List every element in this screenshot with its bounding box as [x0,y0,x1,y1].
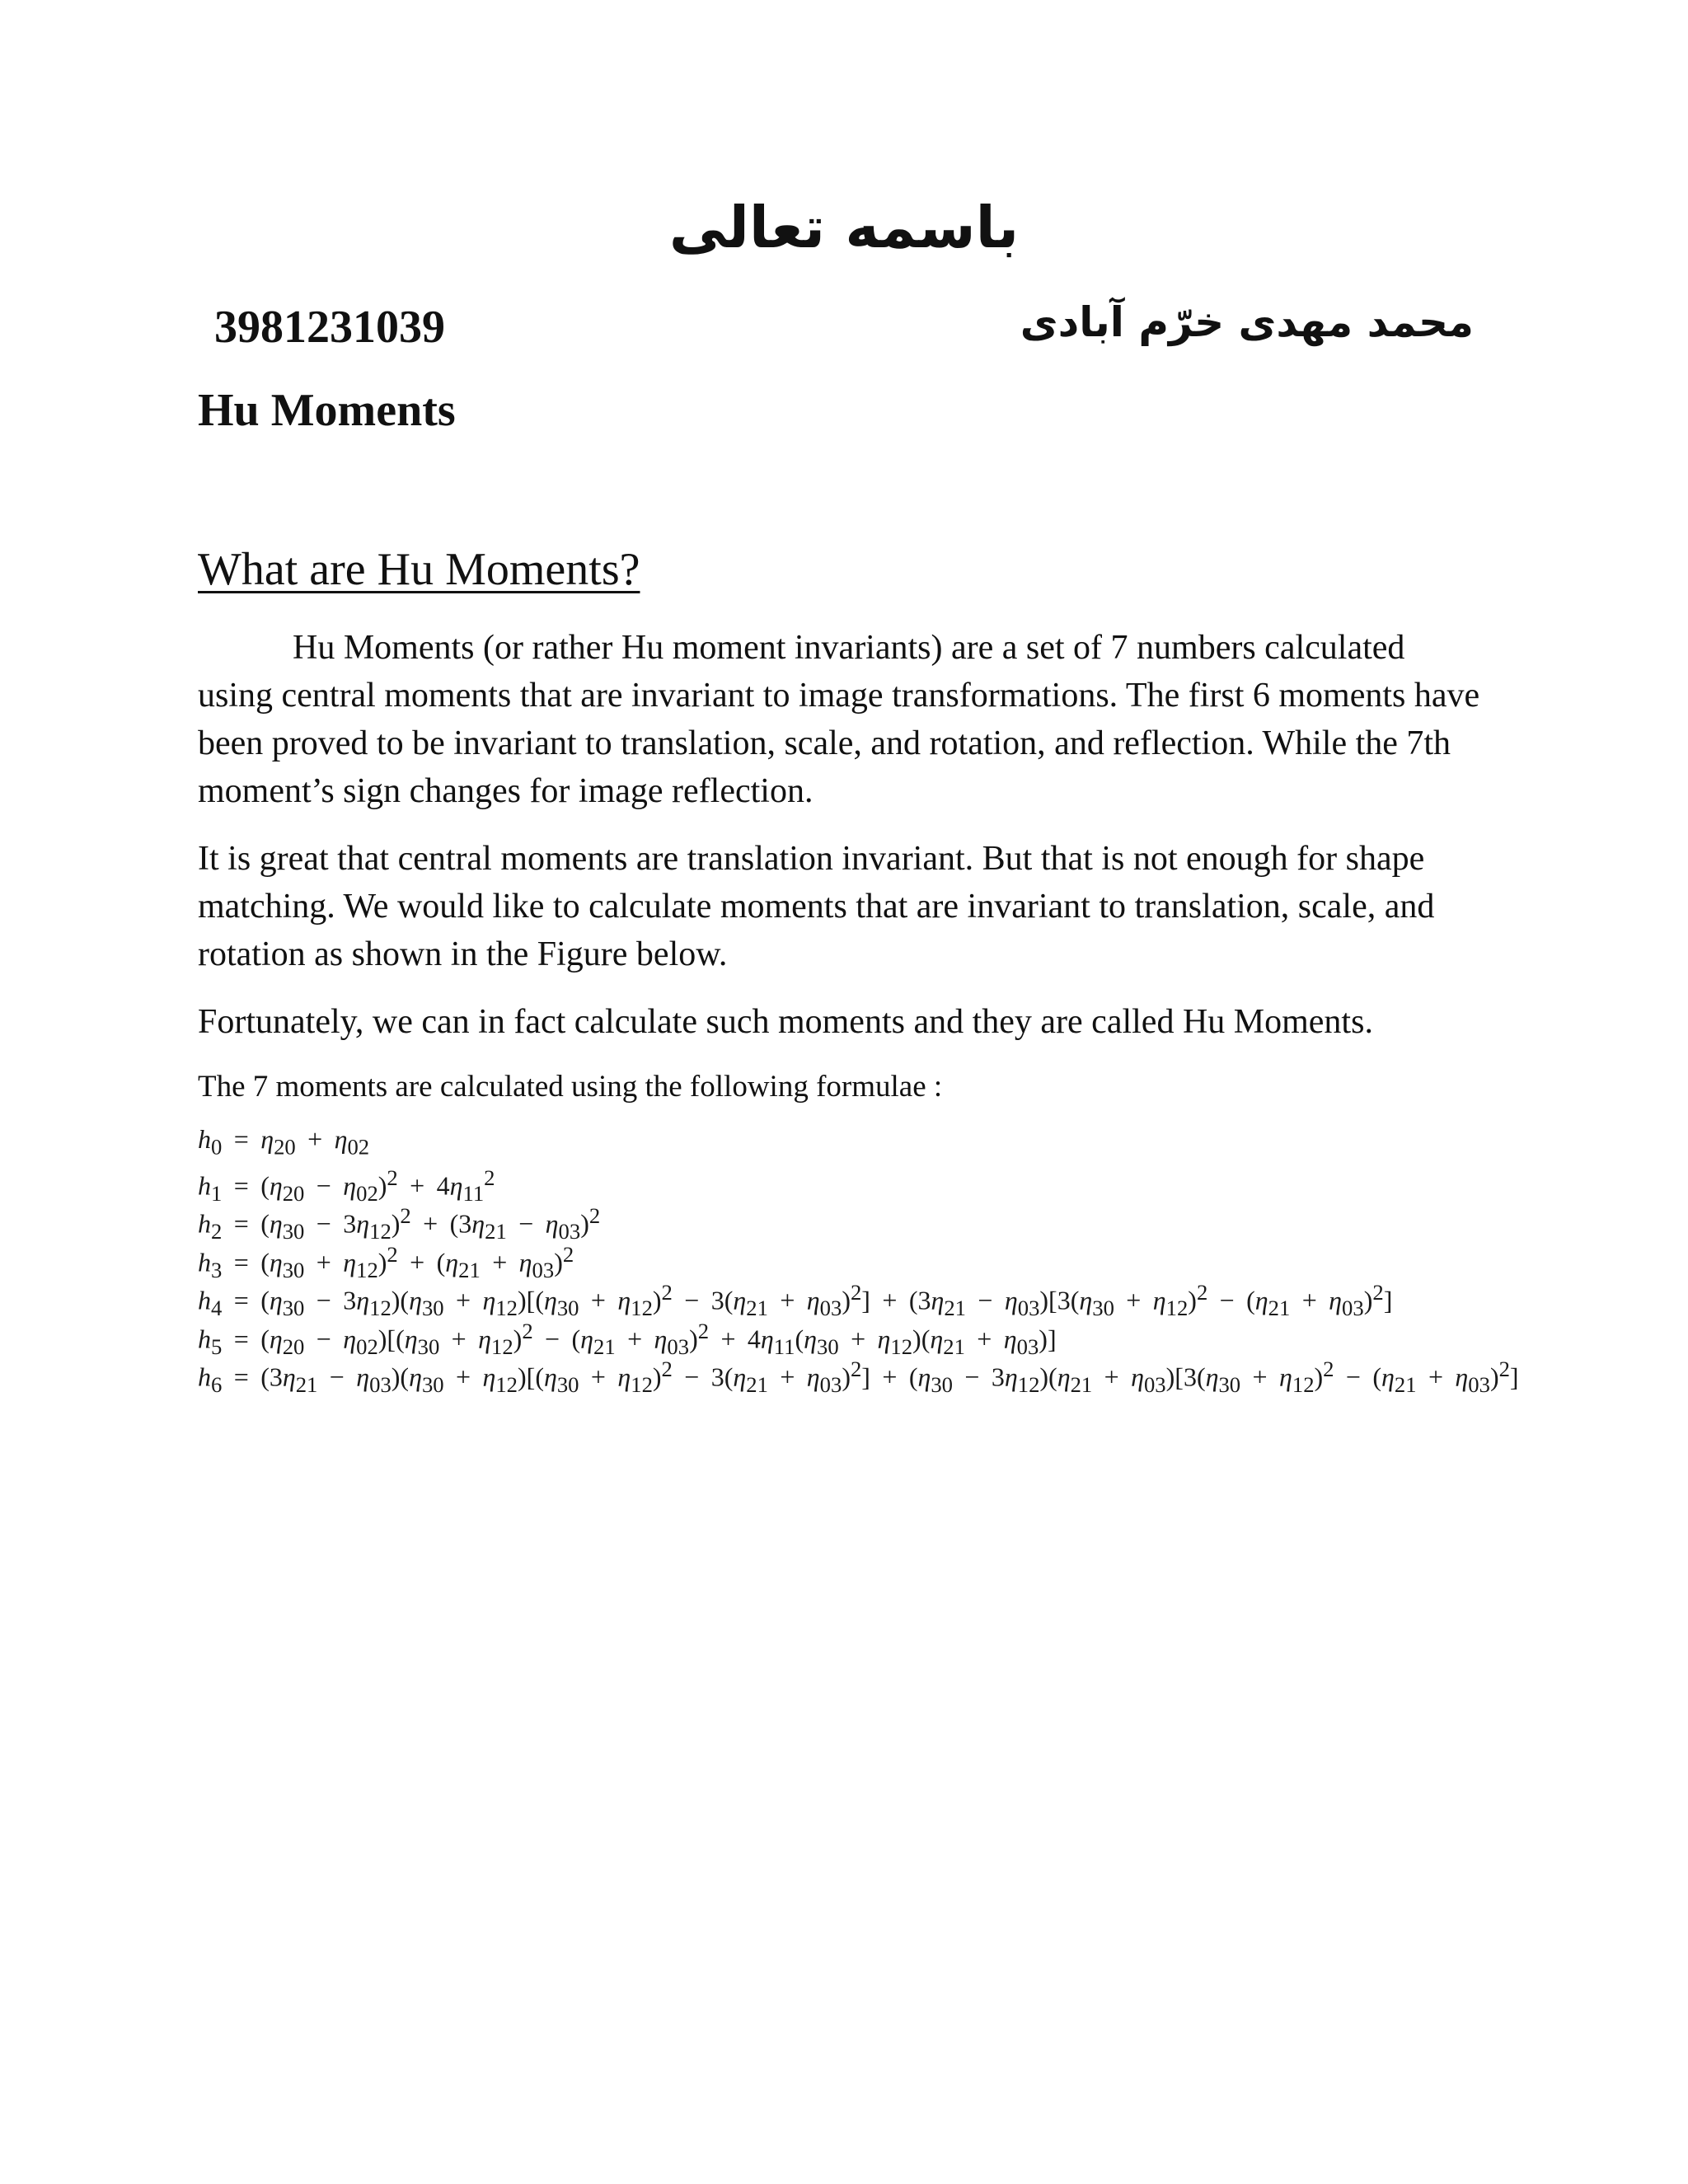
formula-h4: $h_4 = (\eta_{30} - 3\eta_{12})(\eta_{30} + \eta_{12})[(\eta_{30} + \eta_{12})^2 - 3(\eta_{21} + \eta_{03})^2] + (3\eta_{21} - \eta_{03})[3(\eta_{30} + \eta_{12})^2 - (\eta_{21} + \eta_{03})^2]$ [198,1280,1393,1321]
content-section [198,540,1519,1398]
formula-intro: The 7 moments are calculated using the following formulae : [198,1070,943,1104]
formula-h0: $h_0 = \eta_{20} + \eta_{02}$ [198,1124,370,1160]
document-title: Hu Moments [198,385,456,436]
section-heading: What are Hu Moments? [198,544,640,595]
formula-list [198,1120,1519,1398]
formula-h5: $h_5 = (\eta_{20} - \eta_{02})[(\eta_{30} + \eta_{12})^2 - (\eta_{21} + \eta_{03})^2 + 4\eta_{11}(\eta_{30} + \eta_{12})(\eta_{21} + \eta_{03})]$ [198,1318,1057,1359]
formula-h1: $h_1 = (\eta_{20} - \eta_{02})^2 + 4\eta_{11}^2$ [198,1165,495,1206]
paragraph-fortunately: Fortunately, we can in fact calculate such moments and they are called Hu Moments. [198,1003,1373,1041]
student-id: 3981231039 [214,302,445,353]
invocation-title: باسمه تعالی [668,194,1020,261]
formula-h3: $h_3 = (\eta_{30} + \eta_{12})^2 + (\eta_{21} + \eta_{03})^2$ [198,1241,574,1282]
author-name: محمد مهدی خرّم آبادی [1020,298,1474,346]
paragraph-intro: Hu Moments (or rather Hu moment invariants) are a set of 7 numbers calculated using central moments that are invariant to image transformations. The first 6 moments have been proved to be invariant to translation, scale, and rotation, and reflection. While the 7th moment’s sign changes for image reflection. [198,629,1480,810]
formula-h6: $h_6 = (3\eta_{21} - \eta_{03})(\eta_{30} + \eta_{12})[(\eta_{30} + \eta_{12})^2 - 3(\eta_{21} + \eta_{03})^2] + (\eta_{30} - 3\eta_{12})(\eta_{21} + \eta_{03})[3(\eta_{30} + \eta_{12})^2 - (\eta_{21} + \eta_{03})^2]$ [198,1357,1519,1398]
paragraph-translation: It is great that central moments are translation invariant. But that is not enough for shape matching. We would like to calculate moments that are invariant to translation, scale, and rotation as shown in the Figure below. [198,840,1435,973]
formula-h2: $h_2 = (\eta_{30} - 3\eta_{12})^2 + (3\eta_{21} - \eta_{03})^2$ [198,1203,601,1244]
